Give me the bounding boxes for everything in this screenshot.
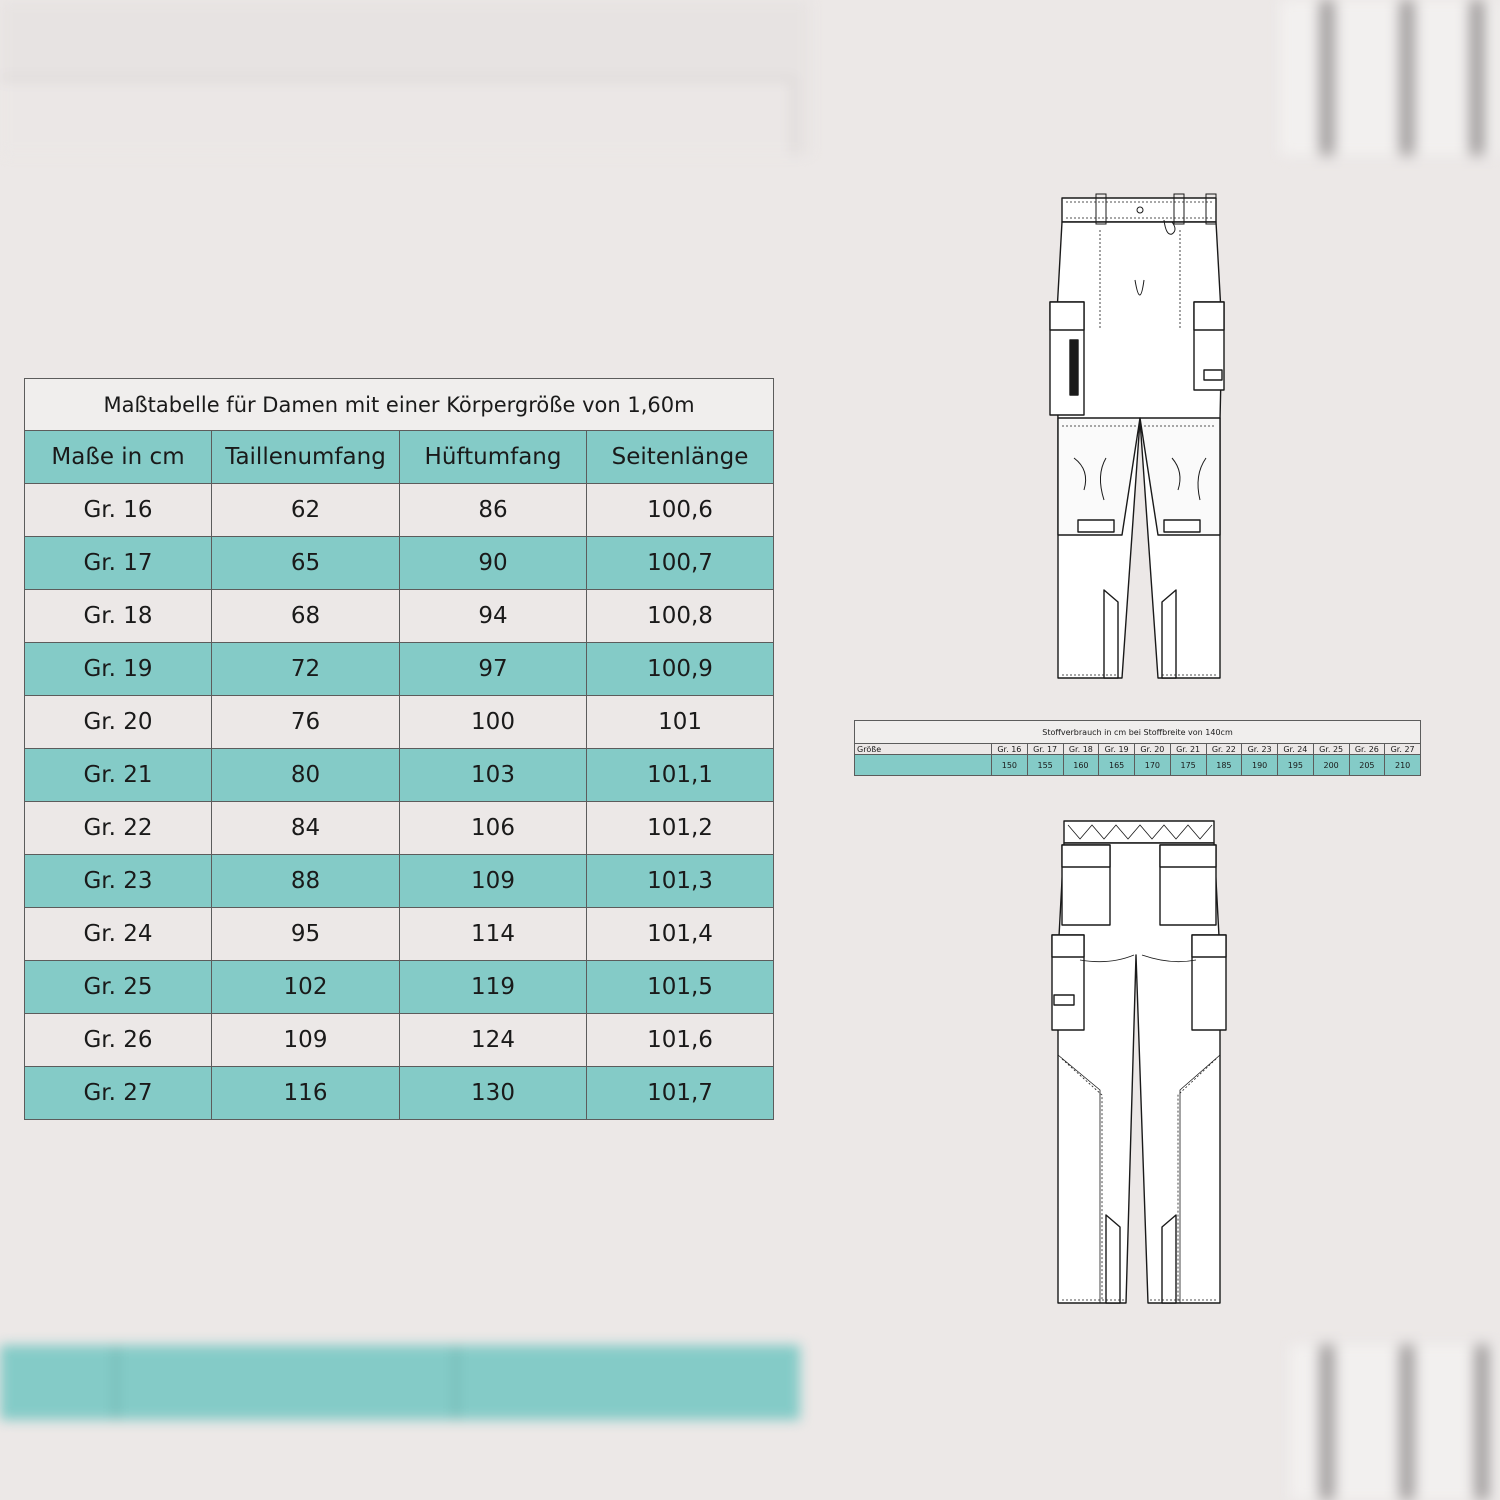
side-length-cell: 100,9 — [587, 643, 774, 696]
size-label-cell: Gr. 20 — [25, 696, 212, 749]
waist-cell: 72 — [212, 643, 400, 696]
size-label-cell: Gr. 19 — [25, 643, 212, 696]
size-label-cell: Gr. 24 — [25, 908, 212, 961]
side-length-cell: 101,7 — [587, 1067, 774, 1120]
fabric-value-label-cell — [855, 755, 992, 776]
trousers-front-icon — [1040, 190, 1240, 685]
side-length-cell: 100,6 — [587, 484, 774, 537]
hip-cell: 86 — [400, 484, 587, 537]
size-chart-table — [24, 378, 774, 1120]
fabric-value-cell: 160 — [1063, 755, 1099, 776]
table-row — [25, 749, 774, 802]
size-label-cell: Gr. 21 — [25, 749, 212, 802]
fabric-value-cell: 190 — [1242, 755, 1278, 776]
table-row — [25, 1014, 774, 1067]
fabric-size-cell: Gr. 21 — [1170, 744, 1206, 755]
hip-cell: 100 — [400, 696, 587, 749]
table-row — [25, 643, 774, 696]
fabric-size-cell: Gr. 19 — [1099, 744, 1135, 755]
waist-cell: 102 — [212, 961, 400, 1014]
waist-cell: 109 — [212, 1014, 400, 1067]
waist-cell: 62 — [212, 484, 400, 537]
column-header-side-length: Seitenlänge — [587, 431, 774, 484]
size-label-cell: Gr. 18 — [25, 590, 212, 643]
hip-cell: 124 — [400, 1014, 587, 1067]
size-label-cell: Gr. 17 — [25, 537, 212, 590]
waist-cell: 95 — [212, 908, 400, 961]
hip-cell: 97 — [400, 643, 587, 696]
side-length-cell: 101,5 — [587, 961, 774, 1014]
size-label-cell: Gr. 23 — [25, 855, 212, 908]
table-row — [25, 537, 774, 590]
column-header-waist: Taillenumfang — [212, 431, 400, 484]
waist-cell: 65 — [212, 537, 400, 590]
table-row — [25, 855, 774, 908]
waist-cell: 68 — [212, 590, 400, 643]
waist-cell: 116 — [212, 1067, 400, 1120]
waist-cell: 84 — [212, 802, 400, 855]
table-row — [25, 590, 774, 643]
fabric-value-row — [855, 755, 1421, 776]
fabric-value-cell: 200 — [1313, 755, 1349, 776]
trousers-back-icon — [1040, 815, 1240, 1310]
hip-cell: 106 — [400, 802, 587, 855]
waist-cell: 88 — [212, 855, 400, 908]
blurred-box — [0, 78, 794, 155]
fabric-value-cell: 165 — [1099, 755, 1135, 776]
fabric-value-cell: 195 — [1278, 755, 1314, 776]
hip-cell: 130 — [400, 1067, 587, 1120]
fabric-consumption-table — [854, 720, 1421, 776]
fabric-size-cell: Gr. 25 — [1313, 744, 1349, 755]
fabric-size-cell: Gr. 27 — [1385, 744, 1421, 755]
side-length-cell: 100,7 — [587, 537, 774, 590]
side-length-cell: 101 — [587, 696, 774, 749]
blurred-footer-strip — [0, 1345, 800, 1420]
hip-cell: 114 — [400, 908, 587, 961]
size-label-cell: Gr. 26 — [25, 1014, 212, 1067]
fabric-row-label: Größe — [855, 744, 992, 755]
hip-cell: 109 — [400, 855, 587, 908]
side-length-cell: 101,3 — [587, 855, 774, 908]
fabric-value-cell: 150 — [992, 755, 1028, 776]
side-length-cell: 101,2 — [587, 802, 774, 855]
table-row — [25, 961, 774, 1014]
fabric-value-cell: 170 — [1135, 755, 1171, 776]
table-row — [25, 696, 774, 749]
table-row — [25, 484, 774, 537]
blurred-corner-bottom-right — [1290, 1345, 1500, 1500]
table-row — [25, 1067, 774, 1120]
waist-cell: 76 — [212, 696, 400, 749]
side-length-cell: 101,1 — [587, 749, 774, 802]
fabric-size-cell: Gr. 17 — [1027, 744, 1063, 755]
fabric-value-cell: 205 — [1349, 755, 1385, 776]
hip-cell: 103 — [400, 749, 587, 802]
side-length-cell: 100,8 — [587, 590, 774, 643]
fabric-value-cell: 185 — [1206, 755, 1242, 776]
fabric-size-cell: Gr. 18 — [1063, 744, 1099, 755]
blurred-corner-top-right — [1280, 0, 1500, 155]
fabric-size-cell: Gr. 23 — [1242, 744, 1278, 755]
table-row — [25, 908, 774, 961]
size-label-cell: Gr. 16 — [25, 484, 212, 537]
column-header-hip: Hüftumfang — [400, 431, 587, 484]
fabric-size-cell: Gr. 26 — [1349, 744, 1385, 755]
fabric-value-cell: 175 — [1170, 755, 1206, 776]
waist-cell: 80 — [212, 749, 400, 802]
hip-cell: 90 — [400, 537, 587, 590]
fabric-size-cell: Gr. 22 — [1206, 744, 1242, 755]
fabric-table-caption: Stoffverbrauch in cm bei Stoffbreite von 140cm — [855, 721, 1421, 744]
hip-cell: 94 — [400, 590, 587, 643]
blurred-header-strip — [0, 0, 810, 155]
column-header-measures: Maße in cm — [25, 431, 212, 484]
size-label-cell: Gr. 22 — [25, 802, 212, 855]
size-chart-caption: Maßtabelle für Damen mit einer Körpergröße von 1,60m — [25, 379, 774, 431]
hip-cell: 119 — [400, 961, 587, 1014]
side-length-cell: 101,4 — [587, 908, 774, 961]
fabric-size-cell: Gr. 16 — [992, 744, 1028, 755]
fabric-value-cell: 155 — [1027, 755, 1063, 776]
size-label-cell: Gr. 25 — [25, 961, 212, 1014]
fabric-size-row — [855, 744, 1421, 755]
table-row — [25, 802, 774, 855]
size-label-cell: Gr. 27 — [25, 1067, 212, 1120]
side-length-cell: 101,6 — [587, 1014, 774, 1067]
fabric-value-cell: 210 — [1385, 755, 1421, 776]
fabric-size-cell: Gr. 24 — [1278, 744, 1314, 755]
fabric-size-cell: Gr. 20 — [1135, 744, 1171, 755]
size-chart-header-row — [25, 431, 774, 484]
